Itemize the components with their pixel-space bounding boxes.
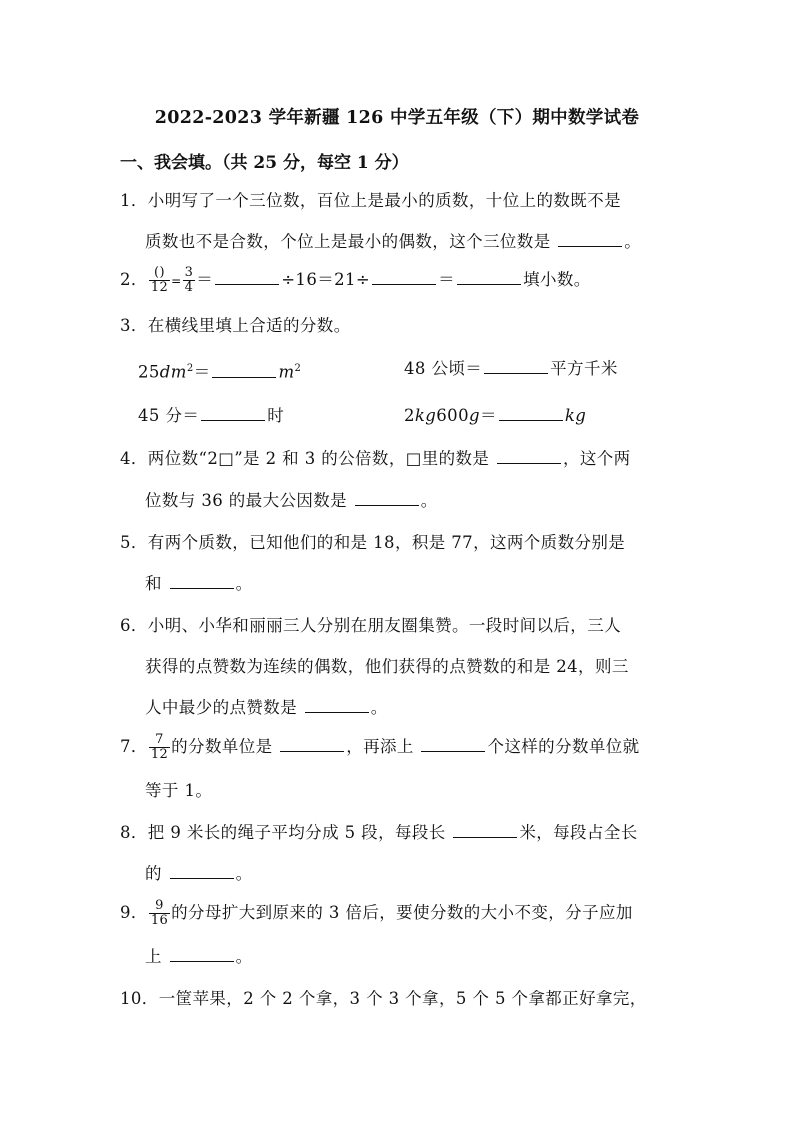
question-4-end: 。 bbox=[420, 491, 438, 510]
fraction-numerator: 9 bbox=[149, 899, 170, 914]
unit: g bbox=[468, 406, 480, 425]
answer-blank[interactable] bbox=[372, 269, 436, 285]
question-1-line-2 bbox=[145, 231, 641, 253]
question-9-text: 上 bbox=[145, 947, 162, 966]
question-8-text-cont: 米，每段占全长 bbox=[519, 823, 638, 842]
question-4-text: 位数与 36 的最大公因数是 bbox=[145, 491, 348, 510]
answer-blank[interactable] bbox=[499, 405, 563, 421]
question-9-line-2 bbox=[145, 946, 252, 968]
exponent: 2 bbox=[294, 363, 302, 374]
equals-sign: ＝ bbox=[479, 406, 497, 425]
question-6-line-2: 获得的点赞数为连续的偶数，他们获得的点赞数的和是 24，则三 bbox=[145, 657, 629, 676]
question-4-line-2 bbox=[145, 490, 438, 512]
page-title: 2022-2023 学年新疆 126 中学五年级（下）期中数学试卷 bbox=[154, 108, 640, 128]
answer-blank[interactable] bbox=[484, 358, 548, 374]
fraction-7-12 bbox=[149, 733, 170, 762]
instruction-text: 填小数。 bbox=[523, 270, 591, 289]
question-7-text: 的分数单位是 bbox=[171, 737, 273, 756]
value: 45 分＝ bbox=[138, 406, 200, 425]
question-1-text: 质数也不是合数，个位上是最小的偶数，这个三位数是 bbox=[145, 232, 551, 251]
question-7-line-2: 等于 1。 bbox=[145, 781, 213, 800]
unit: 时 bbox=[267, 406, 285, 425]
fraction-numerator: () bbox=[149, 266, 170, 281]
unit: m bbox=[278, 362, 295, 382]
answer-blank[interactable] bbox=[421, 736, 485, 752]
unit: kg bbox=[414, 406, 437, 425]
question-4-text: 4．两位数“2□”是 2 和 3 的公倍数，□里的数是 bbox=[120, 449, 490, 468]
fraction-denominator: 16 bbox=[150, 913, 169, 928]
fraction-numerator: 7 bbox=[149, 733, 170, 748]
fraction-denominator: 12 bbox=[150, 280, 169, 295]
answer-blank[interactable] bbox=[453, 822, 517, 838]
question-5-end: 。 bbox=[235, 574, 253, 593]
question-9-number: 9． bbox=[120, 903, 148, 922]
equals-sign: = bbox=[171, 274, 182, 288]
division-text: ÷16＝21÷ bbox=[281, 270, 371, 289]
question-7-line-1 bbox=[120, 733, 640, 762]
answer-blank[interactable] bbox=[170, 946, 234, 962]
fraction-blank-over-12 bbox=[149, 266, 170, 295]
answer-blank[interactable] bbox=[355, 490, 419, 506]
question-8-end: 。 bbox=[235, 864, 253, 883]
question-3d bbox=[404, 405, 586, 427]
answer-blank[interactable] bbox=[201, 405, 265, 421]
question-3c bbox=[138, 405, 284, 427]
section-heading: 一、我会填。（共 25 分，每空 1 分） bbox=[120, 153, 409, 173]
question-8-text: 的 bbox=[145, 864, 162, 883]
answer-blank[interactable] bbox=[215, 269, 279, 285]
question-8-line-1 bbox=[120, 822, 638, 844]
question-6-end: 。 bbox=[370, 698, 388, 717]
question-6-line-3 bbox=[145, 697, 388, 719]
equals-sign: ＝ bbox=[193, 362, 211, 382]
fraction-numerator: 3 bbox=[184, 265, 194, 280]
question-7-number: 7． bbox=[120, 737, 148, 756]
question-6-text: 人中最少的点赞数是 bbox=[145, 698, 298, 717]
question-1-end: 。 bbox=[624, 232, 642, 251]
answer-blank[interactable] bbox=[497, 448, 561, 464]
fraction-denominator: 12 bbox=[150, 747, 169, 762]
fraction-3-4 bbox=[183, 266, 196, 295]
question-1-line-1: 1．小明写了一个三位数，百位上是最小的质数，十位上的数既不是 bbox=[120, 191, 621, 210]
answer-blank[interactable] bbox=[170, 573, 234, 589]
question-4-line-1 bbox=[120, 448, 631, 470]
question-3: 3．在横线里填上合适的分数。 bbox=[120, 316, 351, 335]
unit: kg bbox=[564, 406, 587, 425]
answer-blank[interactable] bbox=[558, 231, 622, 247]
question-2-number: 2． bbox=[120, 270, 148, 289]
equals-sign: ＝ bbox=[438, 270, 456, 289]
fraction-9-16 bbox=[149, 899, 170, 928]
value: 2 bbox=[404, 406, 415, 425]
answer-blank[interactable] bbox=[457, 269, 521, 285]
question-3a bbox=[138, 358, 301, 384]
question-8-text: 8．把 9 米长的绳子平均分成 5 段，每段长 bbox=[120, 823, 446, 842]
question-4-text-cont: ，这个两 bbox=[562, 449, 631, 468]
question-6-line-1: 6．小明、小华和丽丽三人分别在朋友圈集赞。一段时间以后，三人 bbox=[120, 616, 621, 635]
question-3b bbox=[404, 358, 618, 380]
answer-blank[interactable] bbox=[212, 362, 276, 378]
question-10-line-1: 10．一筐苹果，2 个 2 个拿，3 个 3 个拿，5 个 5 个拿都正好拿完， bbox=[120, 989, 647, 1008]
question-8-line-2 bbox=[145, 863, 252, 885]
value: 25 bbox=[138, 362, 160, 382]
unit: dm bbox=[159, 362, 187, 382]
value: 48 公顷＝ bbox=[404, 359, 483, 378]
answer-blank[interactable] bbox=[170, 863, 234, 879]
question-2 bbox=[120, 266, 591, 295]
question-9-line-1 bbox=[120, 899, 633, 928]
question-7-text: ，再添上 bbox=[346, 737, 414, 756]
answer-blank[interactable] bbox=[280, 736, 344, 752]
value: 600 bbox=[436, 406, 469, 425]
question-5-text: 和 bbox=[145, 574, 162, 593]
answer-blank[interactable] bbox=[305, 697, 369, 713]
question-5-line-1: 5．有两个质数，已知他们的和是 18，积是 77，这两个质数分别是 bbox=[120, 533, 626, 552]
exponent: 2 bbox=[186, 363, 194, 374]
question-9-end: 。 bbox=[235, 947, 253, 966]
equals-sign: ＝ bbox=[196, 270, 214, 289]
fraction-denominator: 4 bbox=[184, 280, 194, 295]
question-7-text: 个这样的分数单位就 bbox=[487, 737, 640, 756]
question-9-text: 的分母扩大到原来的 3 倍后，要使分数的大小不变，分子应加 bbox=[171, 903, 633, 922]
unit: 平方千米 bbox=[550, 359, 618, 378]
question-5-line-2 bbox=[145, 573, 252, 595]
